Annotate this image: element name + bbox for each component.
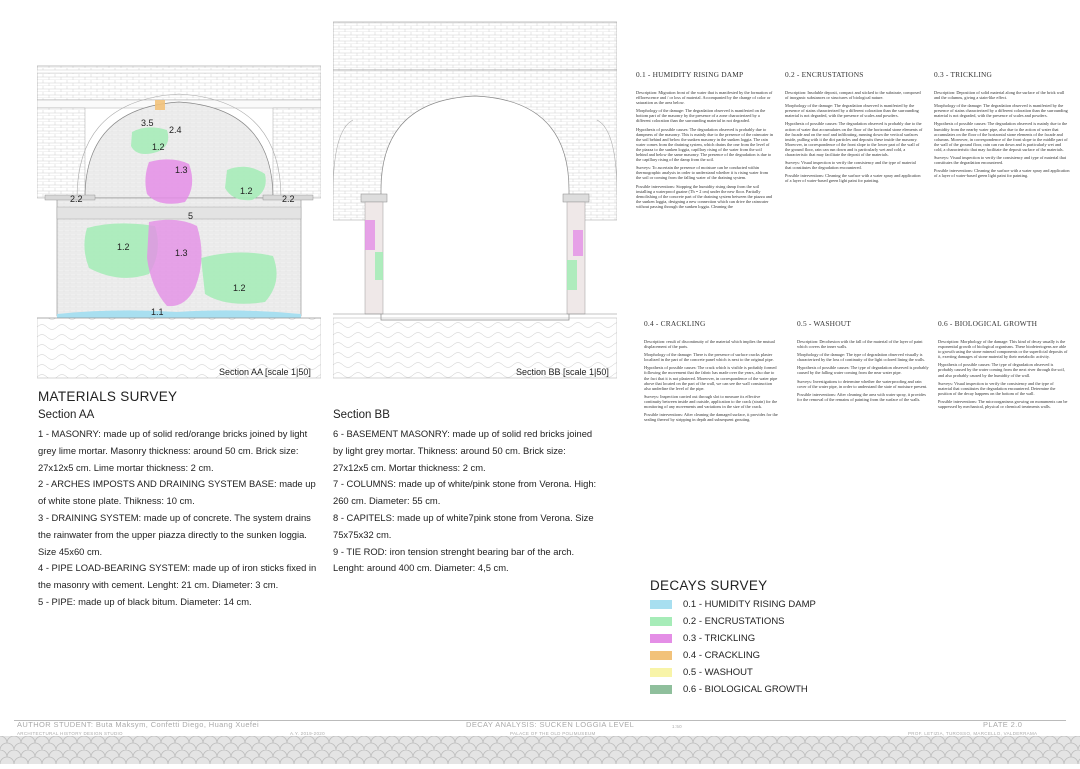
- decay-paragraph: Possible interventions: After cleaning the area with water spray, it provides for the removal of the remains of painting from the surface of the walls.: [797, 391, 926, 402]
- decay-paragraph: Possible interventions: After cleaning the damaged surface, it provides for the sealing thereof by stripping in depth and subsequent grouting.: [644, 412, 778, 423]
- decay-paragraph: Morphology of the damage: The degradation observed is manifested on the bottom part of the masonry by the presence of a zone characterized by a different coloration than the surrounding material in not degraded.: [636, 108, 766, 124]
- legend-label: 0.6 - BIOLOGICAL GROWTH: [683, 683, 808, 695]
- decay-title: 0.1 - HUMIDITY RISING DAMP: [636, 70, 744, 79]
- decay-title: 0.2 - ENCRUSTATIONS: [785, 70, 864, 79]
- legend-item: [650, 631, 755, 645]
- footer-authors: AUTHOR STUDENT: Buta Maksym, Confetti Diego, Huang Xuefei: [17, 720, 260, 729]
- material-item: 7 - COLUMNS: made up of white/pink stone from Verona. High: 260 cm. Diameter: 55 cm.: [333, 478, 597, 507]
- decay-title: 0.6 - BIOLOGICAL GROWTH: [938, 319, 1038, 328]
- aa-label-1-2-right: 1.2: [240, 186, 253, 196]
- aa-label-1-3-top: 1.3: [175, 165, 188, 175]
- materials-survey-title: MATERIALS SURVEY: [38, 389, 178, 404]
- footer-decor-strip: [0, 736, 1080, 764]
- legend-swatch: [650, 634, 672, 643]
- section-bb-materials: [333, 426, 601, 577]
- decay-paragraph: Possible interventions: Cleaning the surface with a water spray and application of a layer of water-based green light paint for painting.: [785, 173, 921, 184]
- section-bb-drawing: [333, 20, 617, 380]
- legend-label: 0.1 - HUMIDITY RISING DAMP: [683, 598, 816, 610]
- aa-label-2-4: 2.4: [169, 125, 182, 135]
- decay-paragraph: Possible interventions: The microorganisms growing on monuments can be suppressed by mechanical, physical or chemical treatments walls.: [938, 398, 1068, 410]
- decay-paragraph: Morphology of the damage: The type of degradation observed visually is characterized by the loss of continuity of the light colored lining the walls.: [797, 352, 926, 363]
- decay-paragraph: Hypothesis of possible causes: The degradation observed is mainly due to the humidity from the nearby water pipe, also due to the action of water that accumulates on the floor of the horizontal stone elements of the facade and columns. Moreover, in correspondence of the front slope to the middle part of the wall of the ground floor, rain can run down and is particularly wet and cold, a characteristic that may facilitate the deposit surface of the materials.: [934, 121, 1068, 152]
- decay-trickling: [934, 70, 1070, 181]
- aa-label-5: 5: [188, 211, 194, 221]
- decay-title: 0.3 - TRICKLING: [934, 70, 993, 79]
- legend-label: 0.2 - ENCRUSTATIONS: [683, 615, 785, 627]
- material-item: 2 - ARCHES IMPOSTS AND DRAINING SYSTEM BASE: made up of white stone plate. Thikness: 10 cm.: [38, 478, 316, 507]
- legend-swatch: [650, 617, 672, 626]
- aa-label-1-3-mid: 1.3: [175, 248, 188, 258]
- decay-paragraph: Hypothesis of possible causes: The degradation observed is probably due to dampness of the masonry. This is mainly due to the presence of the rainwater in the soil behind and below the sunken masonry in the sunken loggia. The rain water comes from the draining system, which drains the one from the level of the piazza to the sunken loggia, capillary rising of the water from the soil behind and below the same masonry. The presence of the degradation is due to the capillary rising of the damp from the soil.: [636, 126, 773, 163]
- legend-label: 0.5 - WASHOUT: [683, 666, 753, 678]
- decay-paragraph: Surveys: Visual inspection to verify the consistency and the type of material that constitutes the degradation encountered. Determine the position of the decay happens on the bottom of the wall.: [938, 380, 1056, 396]
- decay-paragraph: Morphology of the damage: The degradation observed is manifested by the presence of stains characterized by a different coloration than the surrounding material is not degraded, with the presence of scales and powders.: [785, 103, 919, 119]
- material-item: 1 - MASONRY: made up of solid red/orange bricks joined by light grey lime mortar. Masonry thickness: around 50 cm. Brick size: 27x12x5 cm. Lime mortar thickness: 2 cm.: [38, 428, 308, 473]
- decay-crackling: [644, 319, 778, 425]
- decay-paragraph: Surveys: Visual inspection to verify the consistency and type of material that constitutes the degradation encountered.: [934, 155, 1066, 166]
- decay-paragraph: Hypothesis of possible causes: The type of degradation observed is probably caused by the falling water coming from the near water pipe.: [797, 365, 929, 376]
- legend-swatch: [650, 685, 672, 694]
- decay-paragraph: Surveys: Inspection carried out through slot to measure its effective continuity between inside and outside, application to the crack (strain) for the monitoring of any movements and variations in the size of the crack.: [644, 393, 778, 410]
- aa-label-1-2-top: 1.2: [152, 142, 165, 152]
- decay-paragraph: Morphology of the damage: There is the presence of surface cracks plaster localized in the part of the concrete panel which is next to the original pipe.: [644, 352, 774, 363]
- section-aa-drawing: [37, 62, 321, 380]
- decay-title: 0.4 - CRACKLING: [644, 319, 706, 328]
- decay-paragraph: Description: Insoluble deposit, compact and sticked to the substrate, composed of inorganic substances or structures of biological nature.: [785, 90, 921, 101]
- decay-paragraph: Description: Decohesion with the fall of the material of the layer of paint which covers the inner walls.: [797, 339, 923, 350]
- decay-paragraph: Description: Migration front of the water that is manifested by the formation of efflorescence and / or loss of material. Accompanied by the change of color or saturation as the area below.: [636, 90, 773, 106]
- footer-palace: PALACE OF THE OLD POLIMUSEUM: [510, 731, 596, 736]
- decay-paragraph: Description: Deposition of solid material along the surface of the brick wall and the columns, giving a stain-like effect.: [934, 90, 1065, 101]
- material-item: 3 - DRAINING SYSTEM: made up of concrete. The system drains the rainwater from the upper piazza directly to the sunken loggia. Size 45x60 cm.: [38, 511, 311, 557]
- footer-analysis: DECAY ANALYSIS: SUCKEN LOGGIA LEVEL: [466, 720, 635, 729]
- legend-item: [650, 648, 760, 662]
- decay-paragraph: Morphology of the damage: The degradation observed is manifested by the presence of stains characterized by a different coloration than the surrounding material is not degraded, with the presence of scales and powders.: [934, 103, 1068, 119]
- material-item: 5 - PIPE: made up of black bitum. Diameter: 14 cm.: [38, 595, 252, 607]
- footer-studio: ARCHITECTURAL HISTORY DESIGN STUDIO: [17, 731, 123, 736]
- decay-paragraph: Hypothesis of possible causes: The type of degradation observed is probably caused by the water coming from the next river through the soil, and also probably caused by the humidity of the wall.: [938, 362, 1065, 378]
- section-bb-caption: Section BB [scale 1|50]: [516, 367, 609, 377]
- decay-paragraph: Description: result of discontinuity of the material which implies the mutual displacement of the parts.: [644, 339, 775, 350]
- decay-paragraph: Description: Morphology of the damage: This kind of decay usually is the exponential growth of biological organisms. These biodeteriogens are able to growth using the stone mineral components or the superficial deposits of it, exerting damages of stone material by their metabolic activity.: [938, 339, 1068, 360]
- footer-prof: PROF. LETIZIA, TUROSSO, MARCELLO, VALDERRAMA: [908, 731, 1038, 736]
- material-item: 6 - BASEMENT MASONRY: made up of solid red bricks joined by light grey mortar. Thikness: around 50 cm. Brick size: 27x12x5 cm. Mortar thickness: 2 cm.: [333, 428, 593, 473]
- legend-label: 0.4 - CRACKLING: [683, 649, 761, 661]
- legend-item: [650, 665, 753, 679]
- decay-paragraph: Possible interventions: Cleaning the surface with a water spray and application of a layer of water-based green light paint for painting.: [934, 168, 1070, 179]
- aa-label-2-2-right: 2.2: [282, 194, 295, 204]
- section-aa-heading: Section AA: [38, 409, 95, 421]
- decay-paragraph: Surveys: To ascertain the presence of moisture can be conducted within thermographic analysis in order to understand whether it is rising water from the soil or coming from the falling water of the draining system.: [636, 165, 769, 181]
- aa-label-2-2-left: 2.2: [70, 194, 83, 204]
- decay-paragraph: Hypothesis of possible causes: The crack which is visible is probably formed following the movement that the fabric has made over the years, also due to the fact that it is not plastered. Moreover, in correspondence of the water pipe above that located on the part of the wall, we can see the wall construction also underline the level of the pipe.: [644, 365, 778, 391]
- decay-title: 0.5 - WASHOUT: [797, 319, 851, 328]
- decay-paragraph: Possible interventions: Stopping the humidity rising damp from the soil installing a waterproof guaine (Th = 2 cm) under the new floor. Partially demolishing of the concrete part of the draining system between the piazza and the sunken loggia, designing a new connection which can drive the rainwater without passing through the sunken loggia. Cleaning the: [636, 183, 773, 209]
- decay-encrustations: [785, 70, 923, 187]
- legend-swatch: [650, 668, 672, 677]
- footer-scale: 1:50: [672, 724, 682, 729]
- material-item: 4 - PIPE LOAD-BEARING SYSTEM: made up of iron sticks fixed in the masonry with cement. Lenght: 21 cm. Diameter: 3 cm.: [38, 562, 317, 591]
- footer-plate: PLATE 2.0: [983, 720, 1023, 729]
- legend-label: 0.3 - TRICKLING: [683, 632, 756, 644]
- legend-swatch: [650, 600, 672, 609]
- decay-washout: [797, 319, 931, 405]
- decay-biological-growth: [938, 319, 1068, 412]
- decay-humidity-rising-damp: [636, 70, 774, 212]
- legend-swatch: [650, 651, 672, 660]
- legend-item: [650, 614, 785, 628]
- footer-year: A.Y. 2019-2020: [290, 731, 325, 736]
- section-bb-heading: Section BB: [333, 409, 390, 421]
- material-item: 9 - TIE ROD: iron tension strenght bearing bar of the arch. Lenght: around 400 cm. Diameter: 4,5 cm.: [333, 545, 575, 574]
- legend-item: [650, 682, 808, 696]
- section-aa-materials: [38, 426, 320, 611]
- decay-paragraph: Surveys: Investigations to determine whether the waterproofing and rain cover of the water pipe, in order to understand the state of moisture present.: [797, 378, 928, 389]
- material-item: 8 - CAPITELS: made up of white7pink stone from Verona. Size 75x75x32 cm.: [333, 511, 594, 540]
- aa-label-1-2-low: 1.2: [233, 283, 246, 293]
- section-aa-caption: Section AA [scale 1|50]: [219, 367, 311, 377]
- decay-paragraph: Surveys: Visual inspection to verify the consistency and the type of material that constitutes the degradation encountered.: [785, 160, 916, 171]
- aa-label-1-1: 1.1: [151, 307, 164, 317]
- legend-item: [650, 597, 816, 611]
- decays-survey-title: DECAYS SURVEY: [650, 578, 768, 593]
- aa-label-3-5: 3.5: [141, 118, 154, 128]
- aa-label-1-2-left: 1.2: [117, 242, 130, 252]
- decay-paragraph: Hypothesis of possible causes: The degradation observed is probably due to the action of water that accumulates on the floor of the horizontal stone elements of the facade and on the roof and infiltrating, running down the vertical surfaces inside, pulling with it the dirt particles and deposits these inside the masonry. Moreover, in correspondence of the front slope to the lower part of the wall of the ground floor, rain can run down and is particularly wet and cold, a characteristic that may facilitate the deposit of the materials.: [785, 121, 923, 158]
